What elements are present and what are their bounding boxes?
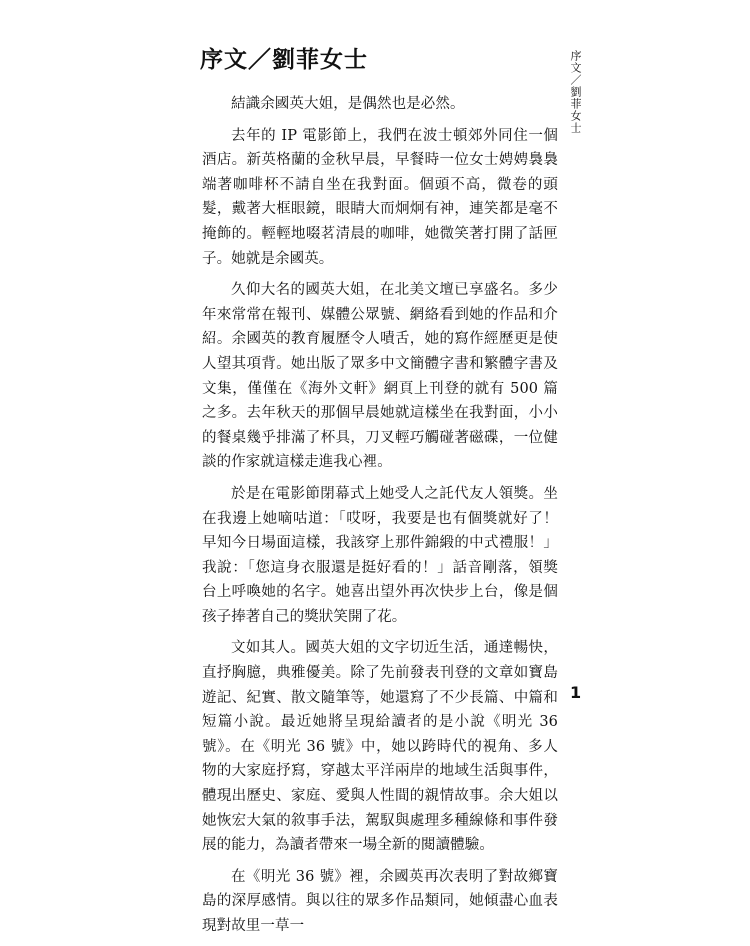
paragraph: 文如其人。國英大姐的文字切近生活，通達暢快，直抒胸臆，典雅優美。除了先前發表刊登的文章如寶島遊記、紀實、散文隨筆等，她還寫了不少長篇、中篇和短篇小說。最近她將呈現給讀者的是小說《明光 36 號》。在《明光 36 號》中，她以跨時代的視角、多人物的大家庭抒寫，穿越太平洋兩岸的地域生活與事件，體現出歷史、家庭、愛與人性間的親情故事。余大姐以她恢宏大氣的敘事手法，駕馭與處理多種線條和事件發展的能力，為讀者帶來一場全新的閱讀體驗。 (202, 640, 558, 854)
paragraph: 在《明光 36 號》裡，余國英再次表明了對故鄉寶島的深厚感情。與以往的眾多作品類同，她傾盡心血表現對故里一草一 (202, 868, 558, 934)
page-number: 1 (570, 683, 582, 702)
paragraph: 久仰大名的國英大姐，在北美文壇已享盛名。多少年來常常在報刊、媒體公眾號、網絡看到她的作品和介紹。余國英的教育履歷令人嘖舌，她的寫作經歷更是使人望其項背。她出版了眾多中文簡體字書和繁體字書及文集，僅僅在《海外文軒》網頁上刊登的就有 500 篇之多。去年秋天的那個早晨她就這樣坐在我對面，小小的餐桌幾乎排滿了杯具，刀叉輕巧觸碰著磁碟，一位健談的作家就這樣走進我心裡。 (202, 282, 558, 471)
body-text (202, 92, 558, 946)
paragraph: 結識余國英大姐，是偶然也是必然。 (231, 96, 465, 112)
paragraph: 去年的 IP 電影節上，我們在波士頓郊外同住一個酒店。新英格蘭的金秋早晨，早餐時一位女士娉娉裊裊端著咖啡杯不請自坐在我對面。個頭不高，微卷的頭髮，戴著大框眼鏡，眼睛大而炯炯有神，連笑都是毫不掩飾的。輕輕地啜茗清晨的咖啡，她微笑著打開了話匣子。她就是余國英。 (202, 127, 558, 267)
running-header: 序文／劉菲女士 (569, 50, 582, 134)
paragraph: 於是在電影節閉幕式上她受人之託代友人領獎。坐在我邊上她嘀咕道：「哎呀，我要是也有個獎就好了！早知今日場面這樣，我該穿上那件錦緞的中式禮服！」我說：「您這身衣服還是挺好看的！」話音剛落，領獎台上呼喚她的名字。她喜出望外再次快步上台，像是個孩子捧著自己的獎狀笑開了花。 (202, 485, 558, 625)
page-title: 序文／劉菲女士 (200, 47, 368, 73)
